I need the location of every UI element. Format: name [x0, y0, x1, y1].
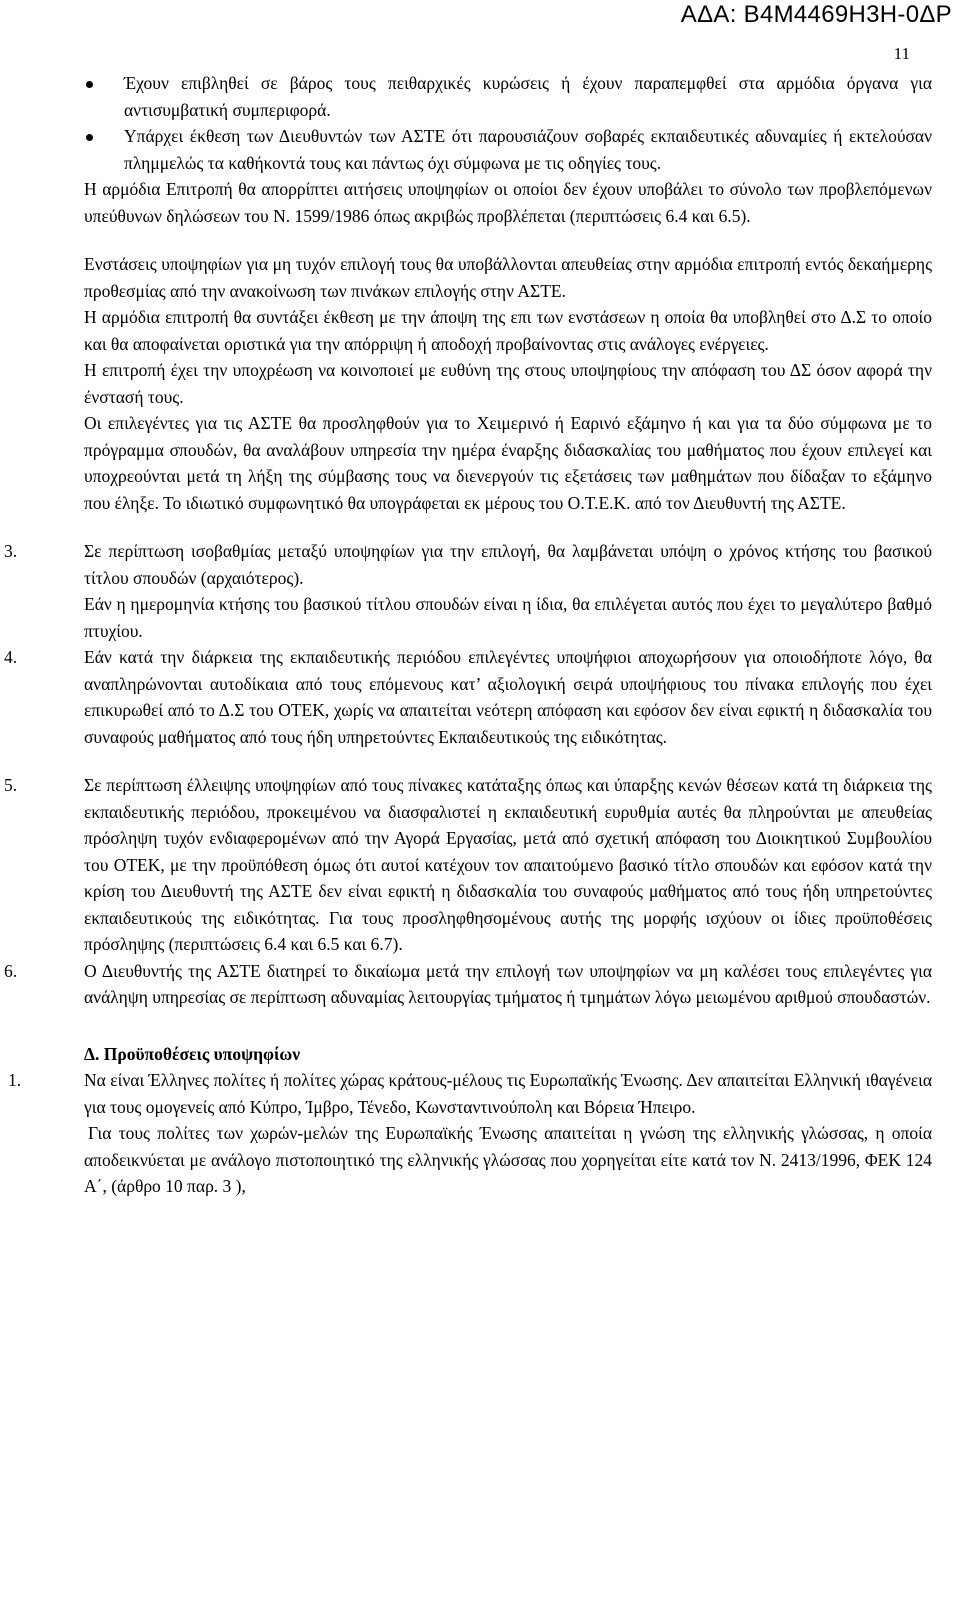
section-heading: Δ. Προϋποθέσεις υποψηφίων	[84, 1043, 301, 1064]
document-body	[0, 70, 960, 1200]
numbered-item-6	[0, 958, 960, 1011]
item-number: 3.	[4, 541, 18, 561]
bullet-dot-icon	[86, 81, 93, 88]
numbered-item-3	[0, 538, 960, 644]
bullet-item	[0, 123, 960, 176]
item-text: Εάν κατά την διάρκεια της εκπαιδευτικής περιόδου επιλεγέντες υποψήφιοι αποχωρήσουν για οποιοδήποτε λόγο, θα αναπληρώνονται αυτοδίκαια από τους επόμενους κατ’ αξιολογική σειρά υποψήφιους του πίνακα επιλογής που έχει επικυρωθεί από το Δ.Σ του ΟΤΕΚ, χωρίς να απαιτείται νεότερη απόφαση και εφόσον δεν είναι εφικτή η διδασκαλία του συναφούς μαθήματος από τους ήδη υπηρετούντες Εκπαιδευτικούς της ειδικότητας.	[84, 647, 932, 747]
bullet-text: Έχουν επιβληθεί σε βάρος τους πειθαρχικές κυρώσεις ή έχουν παραπεμφθεί στα αρμόδια όργανα για αντισυμβατική συμπεριφορά.	[124, 73, 932, 120]
item-number: 1.	[8, 1070, 22, 1090]
item-text: Σε περίπτωση έλλειψης υποψηφίων από τους πίνακες κατάταξης όπως και ύπαρξης κενών θέσεων κατά τη διάρκεια της εκπαιδευτικής περιόδου, προκειμένου να διασφαλιστεί η εκπαιδευτική ευρυθμία αυτές θα πληρούνται με απευθείας πρόσληψη τυχόν ενδιαφερομένων από την Αγορά Εργασίας, μετά από σχετική απόφαση του Διοικητικού Συμβουλίου του ΟΤΕΚ, με την προϋπόθεση όμως ότι αυτοί κατέχουν τον απαιτούμενο βασικό τίτλο σπουδών και εφόσον κατά την κρίση του Διευθυντή της ΑΣΤΕ δεν είναι εφικτή η διδασκαλία του συναφούς μαθήματος από τους ήδη υπηρετούντες εκπαιδευτικούς της ειδικότητας. Για τους προσληφθησομένους αυτής της μορφής ισχύουν οι ίδιες προϋποθέσεις πρόσληψης (περιπτώσεις 6.4 και 6.5 και 6.7).	[84, 775, 932, 954]
page-number: 11	[893, 44, 910, 63]
ada-code: ΑΔΑ: Β4Μ4469Η3Η-0ΔΡ	[680, 1, 952, 28]
item-text-continued: Για τους πολίτες των χωρών-μελών της Ευρωπαϊκής Ένωσης απαιτείται η γνώση της ελληνικής γλώσσας, η οποία αποδεικνύεται με ανάλογο πιστοποιητικό της ελληνικής γλώσσας που χορηγείται είτε κατά τον Ν. 2413/1996, ΦΕΚ 124 Α΄, (άρθρο 10 παρ. 3 ),	[84, 1123, 932, 1196]
numbered-item-4	[0, 644, 960, 750]
numbered-item-5	[0, 772, 960, 958]
item-text: Να είναι Έλληνες πολίτες ή πολίτες χώρας κράτους-μέλους τις Ευρωπαϊκής Ένωσης. Δεν απαιτείται Ελληνική ιθαγένεια για τους ομογενείς από Κύπρο, Ίμβρο, Τένεδο, Κωνσταντινούπολη και Βόρεια Ήπειρο.	[84, 1070, 932, 1117]
paragraph-objections: Ενστάσεις υποψηφίων για μη τυχόν επιλογή τους θα υποβάλλονται απευθείας στην αρμόδια επιτροπή εντός δεκαήμερης προθεσμίας από την ανακοίνωση των πινάκων επιλογής στην ΑΣΤΕ.	[84, 254, 932, 301]
item-number: 4.	[4, 647, 18, 667]
item-text-continued: Εάν η ημερομηνία κτήσης του βασικού τίτλου σπουδών είναι η ίδια, θα επιλέγεται αυτός που έχει το μεγαλύτερο βαθμό πτυχίου.	[84, 594, 932, 641]
bullet-text: Υπάρχει έκθεση των Διευθυντών των ΑΣΤΕ ότι παρουσιάζουν σοβαρές εκπαιδευτικές αδυναμίες ή εκτελούσαν πλημμελώς τα καθήκοντά τους και πάντως όχι σύμφωνα με τις οδηγίες τους.	[124, 126, 932, 173]
item-number: 5.	[4, 775, 18, 795]
section-d-item-1	[0, 1067, 960, 1200]
bullet-item	[0, 70, 960, 123]
item-text: Σε περίπτωση ισοβαθμίας μεταξύ υποψηφίων για την επιλογή, θα λαμβάνεται υπόψη ο χρόνος κτήσης του βασικού τίτλου σπουδών (αρχαιότερος).	[84, 541, 932, 588]
paragraph-notification: Η επιτροπή έχει την υποχρέωση να κοινοποιεί με ευθύνη της στους υποψηφίους την απόφαση του ΔΣ όσον αφορά την ένστασή τους.	[84, 360, 932, 407]
paragraph-hiring: Οι επιλεγέντες για τις ΑΣΤΕ θα προσληφθούν για το Χειμερινό ή Εαρινό εξάμηνο ή και για τα δύο σύμφωνα με το πρόγραμμα σπουδών, θα αναλάβουν υπηρεσία την ημέρα έναρξης διδασκαλίας του μαθήματος που έχουν επιλεγεί και υποχρεούνται μετά τη λήξη της σύμβασης τους να διενεργούν τις εξετάσεις των μαθημάτων που δίδαξαν το εξάμηνο που έληξε. Το ιδιωτικό συμφωνητικό θα υπογράφεται εκ μέρους του Ο.Τ.Ε.Κ. από τον Διευθυντή της ΑΣΤΕ.	[84, 413, 932, 513]
bullet-dot-icon	[86, 134, 93, 141]
item-text: Ο Διευθυντής της ΑΣΤΕ διατηρεί το δικαίωμα μετά την επιλογή των υποψηφίων να μη καλέσει τους επιλεγέντες για ανάληψη υπηρεσίας σε περίπτωση αδυναμίας λειτουργίας τμήματος ή τμημάτων λόγω μειωμένου αριθμού σπουδαστών.	[84, 960, 932, 1007]
paragraph-committee-report: Η αρμόδια επιτροπή θα συντάξει έκθεση με την άποψη της επι των ενστάσεων η οποία θα υποβληθεί στο Δ.Σ το οποίο και θα αποφαίνεται οριστικά για την απόρριψη ή αποδοχή προβαίνοντας στις ανάλογες ενέργειες.	[84, 307, 932, 354]
item-number: 6.	[4, 960, 18, 981]
paragraph-rejection: Η αρμόδια Επιτροπή θα απορρίπτει αιτήσεις υποψηφίων οι οποίοι δεν έχουν υποβάλει το σύνολο των προβλεπόμενων υπεύθυνων δηλώσεων του Ν. 1599/1986 όπως ακριβώς προβλέπεται (περιπτώσεις 6.4 και 6.5).	[84, 179, 932, 226]
